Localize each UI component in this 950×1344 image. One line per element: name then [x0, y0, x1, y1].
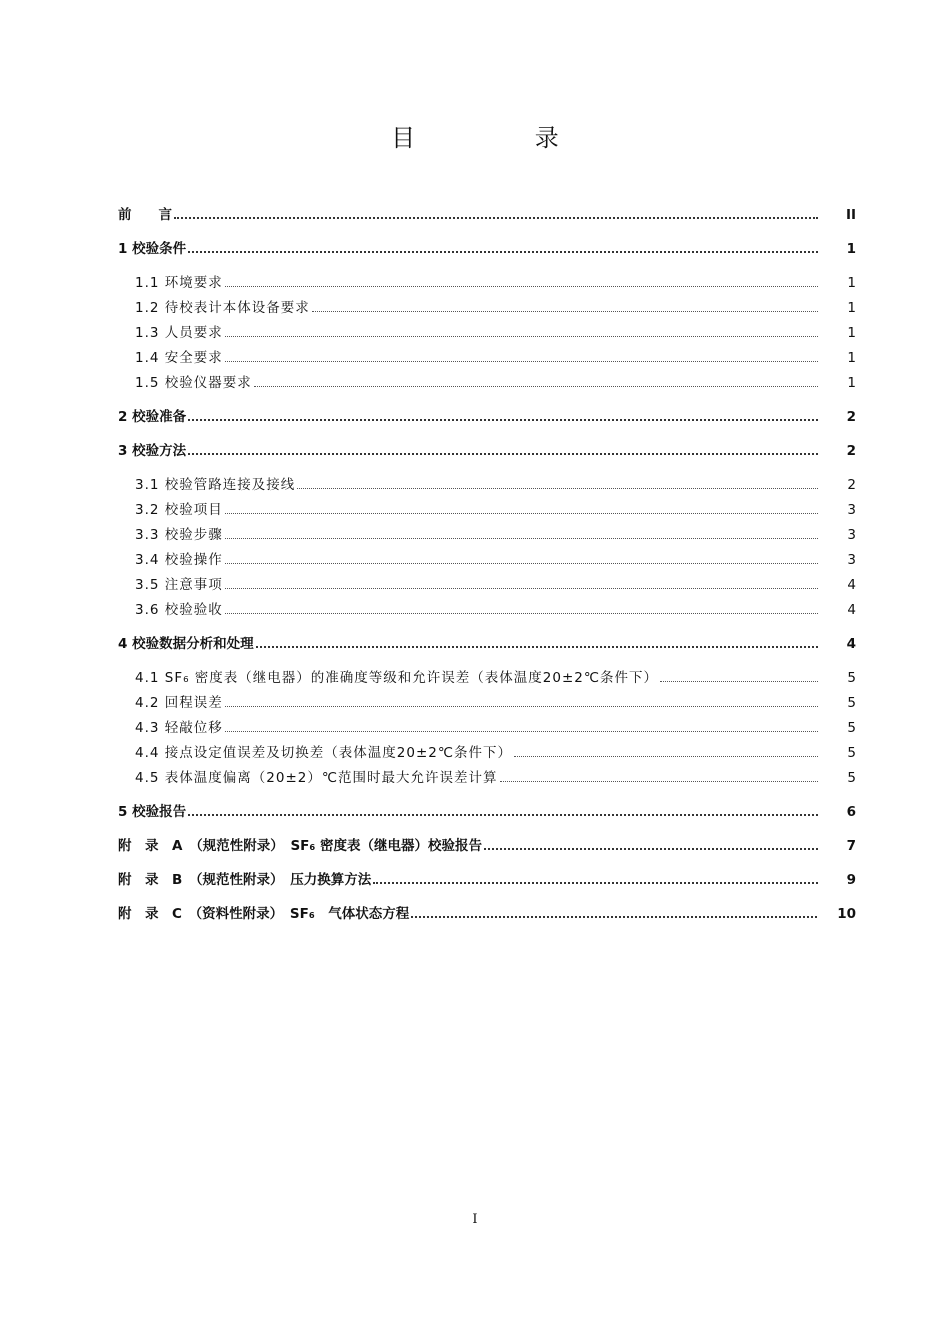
toc-entry-label: 4.2 回程误差 — [135, 695, 223, 711]
toc-entry-page: 9 — [846, 872, 856, 888]
toc-entry[interactable] — [118, 595, 856, 620]
toc-entry[interactable] — [118, 865, 856, 890]
toc-entry[interactable] — [118, 899, 856, 924]
toc-dot-leader — [411, 915, 817, 918]
toc-dot-leader — [188, 250, 818, 253]
toc-dot-leader — [225, 512, 818, 514]
toc-entry[interactable] — [118, 293, 856, 318]
toc-entry-page: 2 — [847, 477, 856, 493]
toc-entry-label: 4.4 接点设定值误差及切换差（表体温度20±2℃条件下） — [135, 745, 513, 761]
toc-entry-label: 附 录 B （规范性附录） 压力换算方法 — [118, 872, 372, 888]
toc-entry[interactable] — [118, 545, 856, 570]
toc-entry-label: 4.5 表体温度偏离（20±2）℃范围时最大允许误差计算 — [135, 770, 498, 786]
toc-dot-leader — [256, 645, 818, 648]
toc-entry[interactable] — [118, 763, 856, 788]
toc-entry-page: 2 — [846, 409, 856, 425]
toc-entry[interactable] — [118, 268, 856, 293]
toc-entry-label: 3.5 注意事项 — [135, 577, 223, 593]
toc-entry-label: 3.3 校验步骤 — [135, 527, 223, 543]
toc-entry-page: 7 — [846, 838, 856, 854]
toc-entry-page: 5 — [847, 770, 856, 786]
toc-entry-label: 3.2 校验项目 — [135, 502, 223, 518]
toc-entry-page: 6 — [846, 804, 856, 820]
toc-entry-page: 1 — [846, 241, 856, 257]
toc-dot-leader — [660, 680, 818, 682]
toc-entry-label: 1.4 安全要求 — [135, 350, 223, 366]
toc-entry-page: 3 — [847, 502, 856, 518]
toc-dot-leader — [225, 360, 818, 362]
toc-entry[interactable] — [118, 368, 856, 393]
toc-entry[interactable] — [118, 470, 856, 495]
toc-dot-leader — [373, 881, 818, 884]
toc-dot-leader — [225, 730, 818, 732]
toc-entry-label: 3.1 校验管路连接及接线 — [135, 477, 296, 493]
toc-dot-leader — [225, 537, 818, 539]
toc-entry-label: 前 言 — [118, 207, 172, 223]
toc-entry-page: II — [845, 207, 856, 223]
toc-entry-label: 5 校验报告 — [118, 804, 187, 820]
toc-entry[interactable] — [118, 200, 856, 225]
toc-entry[interactable] — [118, 343, 856, 368]
toc-dot-leader — [312, 310, 818, 312]
toc-entry-page: 3 — [847, 527, 856, 543]
toc-entry-page: 5 — [847, 670, 856, 686]
table-of-contents — [118, 200, 856, 924]
toc-entry-page: 1 — [847, 275, 856, 291]
toc-entry[interactable] — [118, 797, 856, 822]
toc-entry-label: 3.4 校验操作 — [135, 552, 223, 568]
toc-entry-page: 2 — [846, 443, 856, 459]
toc-entry[interactable] — [118, 436, 856, 461]
toc-entry-page: 1 — [847, 325, 856, 341]
toc-entry-label: 附 录 C （资料性附录） SF₆ 气体状态方程 — [118, 906, 410, 922]
toc-entry-page: 4 — [847, 602, 856, 618]
toc-entry-label: 1.2 待校表计本体设备要求 — [135, 300, 310, 316]
toc-entry[interactable] — [118, 570, 856, 595]
toc-entry-label: 1.1 环境要求 — [135, 275, 223, 291]
toc-dot-leader — [225, 587, 818, 589]
toc-entry-page: 5 — [847, 745, 856, 761]
toc-dot-leader — [225, 285, 818, 287]
toc-dot-leader — [225, 562, 818, 564]
toc-dot-leader — [254, 385, 818, 387]
toc-entry-label: 2 校验准备 — [118, 409, 187, 425]
toc-dot-leader — [188, 452, 818, 455]
toc-entry-label: 4 校验数据分析和处理 — [118, 636, 254, 652]
toc-dot-leader — [500, 780, 818, 782]
page-number: I — [472, 1212, 478, 1227]
toc-entry-page: 1 — [847, 375, 856, 391]
toc-entry-label: 3.6 校验验收 — [135, 602, 223, 618]
toc-entry[interactable] — [118, 234, 856, 259]
toc-dot-leader — [484, 847, 818, 850]
toc-entry-label: 4.1 SF₆ 密度表（继电器）的准确度等级和允许误差（表体温度20±2℃条件下） — [135, 670, 659, 686]
toc-entry-page: 1 — [847, 300, 856, 316]
toc-entry-page: 10 — [837, 906, 856, 922]
toc-entry-page: 4 — [847, 577, 856, 593]
toc-entry[interactable] — [118, 318, 856, 343]
toc-dot-leader — [188, 418, 818, 421]
toc-dot-leader — [225, 335, 818, 337]
toc-entry[interactable] — [118, 629, 856, 654]
toc-entry[interactable] — [118, 738, 856, 763]
toc-entry-page: 5 — [847, 695, 856, 711]
toc-entry[interactable] — [118, 520, 856, 545]
toc-entry-label: 1 校验条件 — [118, 241, 187, 257]
toc-entry-label: 1.5 校验仪器要求 — [135, 375, 252, 391]
toc-entry[interactable] — [118, 402, 856, 427]
toc-dot-leader — [188, 813, 818, 816]
toc-entry-page: 5 — [847, 720, 856, 736]
toc-dot-leader — [297, 487, 818, 489]
toc-entry-label: 1.3 人员要求 — [135, 325, 223, 341]
toc-dot-leader — [225, 612, 818, 614]
toc-entry-page: 1 — [847, 350, 856, 366]
toc-entry[interactable] — [118, 495, 856, 520]
toc-entry-page: 3 — [847, 552, 856, 568]
toc-entry[interactable] — [118, 831, 856, 856]
toc-dot-leader — [225, 705, 818, 707]
toc-entry[interactable] — [118, 688, 856, 713]
toc-entry-label: 4.3 轻敲位移 — [135, 720, 223, 736]
toc-entry[interactable] — [118, 663, 856, 688]
page-title: 目 录 — [391, 124, 615, 152]
toc-entry[interactable] — [118, 713, 856, 738]
toc-dot-leader — [514, 755, 818, 757]
toc-entry-page: 4 — [846, 636, 856, 652]
toc-entry-label: 附 录 A （规范性附录） SF₆ 密度表（继电器）校验报告 — [118, 838, 483, 854]
toc-entry-label: 3 校验方法 — [118, 443, 187, 459]
toc-dot-leader — [174, 216, 818, 219]
